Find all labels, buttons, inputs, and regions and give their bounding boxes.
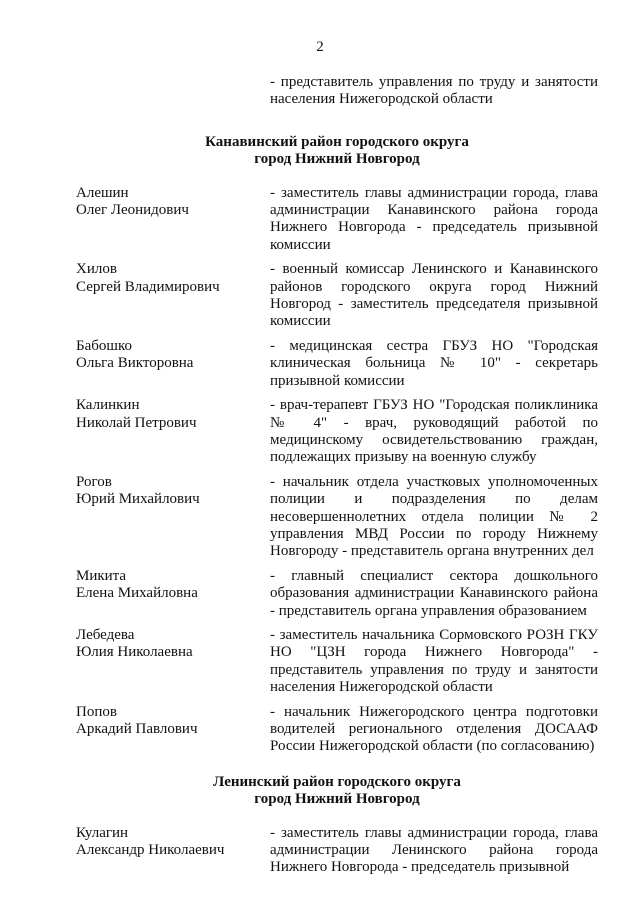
member-name <box>76 397 270 467</box>
member-role: - начальник отдела участковых уполномоченных полиции и подразделения по делам несовершеннолетних отдела полиции № 2 управления МВД России по городу Нижнему Новгороду - представитель органа внутренних дел <box>270 473 598 560</box>
member-surname: Попов <box>76 703 117 720</box>
member-name <box>76 261 270 331</box>
continued-role-text: - представитель управления по труду и занятости населения Нижегородской области <box>270 74 598 108</box>
commission-member <box>76 338 598 390</box>
section-spacer <box>76 763 598 774</box>
commission-member <box>76 185 598 255</box>
commission-member <box>76 627 598 697</box>
commission-member <box>76 704 598 756</box>
member-surname: Алешин <box>76 184 129 201</box>
member-given-names: Александр Николаевич <box>76 842 225 859</box>
member-given-names: Юрий Михайлович <box>76 491 200 508</box>
member-name <box>76 185 270 255</box>
member-surname: Хилов <box>76 261 117 278</box>
member-role: - начальник Нижегородского центра подготовки водителей регионального отделения ДОСААФ России Нижегородской области (по согласованию) <box>270 703 598 755</box>
section-title-line: город Нижний Новгород <box>254 791 420 808</box>
member-role: - заместитель главы администрации города, глава администрации Канавинского района города Нижнего Новгорода - председатель призывной комиссии <box>270 184 598 253</box>
member-surname: Лебедева <box>76 626 135 643</box>
section-title-line: Ленинский район городского округа <box>213 773 461 790</box>
member-role: - военный комиссар Ленинского и Канавинского районов городского округа город Нижний Новгород - заместитель председателя призывной комиссии <box>270 261 598 330</box>
member-role: - главный специалист сектора дошкольного образования администрации Канавинского района - представитель органа управления образованием <box>270 567 598 619</box>
member-surname: Микита <box>76 567 127 584</box>
member-name <box>76 474 270 561</box>
member-surname: Рогов <box>76 473 112 490</box>
member-role: - врач-терапевт ГБУЗ НО "Городская поликлиника № 4" - врач, руководящий работой по медицинскому освидетельствованию граждан, подлежащих призыву на военную службу <box>270 397 598 466</box>
page-number: 2 <box>316 39 324 55</box>
commission-member <box>76 825 598 877</box>
member-role: - медицинская сестра ГБУЗ НО "Городская клиническая больница № 10" - секретарь призывной комиссии <box>270 337 598 389</box>
member-given-names: Елена Михайловна <box>76 585 198 602</box>
member-name <box>76 627 270 697</box>
document-body <box>76 74 598 884</box>
member-given-names: Аркадий Павлович <box>76 721 198 737</box>
member-name <box>76 825 270 877</box>
member-surname: Бабошко <box>76 337 132 354</box>
commission-member <box>76 474 598 561</box>
commission-member <box>76 568 598 620</box>
member-role: - заместитель главы администрации города, глава администрации Ленинского района города Нижнего Новгорода - председатель призывной <box>270 824 598 876</box>
member-given-names: Николай Петрович <box>76 414 197 431</box>
member-given-names: Юлия Николаевна <box>76 644 193 661</box>
member-name <box>76 568 270 620</box>
member-given-names: Сергей Владимирович <box>76 278 220 295</box>
member-name <box>76 338 270 390</box>
member-given-names: Олег Леонидович <box>76 202 189 219</box>
member-given-names: Ольга Викторовна <box>76 355 194 372</box>
commission-member <box>76 397 598 467</box>
commission-member <box>76 261 598 331</box>
member-surname: Кулагин <box>76 824 129 841</box>
member-name <box>76 704 270 756</box>
section-title-leninsky <box>76 774 598 809</box>
section-title-kanavinsky <box>76 134 598 169</box>
section-title-line: Канавинский район городского округа <box>205 133 469 150</box>
member-role: - заместитель начальника Сормовского РОЗН ГКУ НО "ЦЗН города Нижнего Новгорода" - представитель управления по труду и занятости населения Нижегородской области <box>270 626 598 696</box>
member-surname: Калинкин <box>76 397 140 414</box>
section-title-line: город Нижний Новгород <box>254 151 420 168</box>
